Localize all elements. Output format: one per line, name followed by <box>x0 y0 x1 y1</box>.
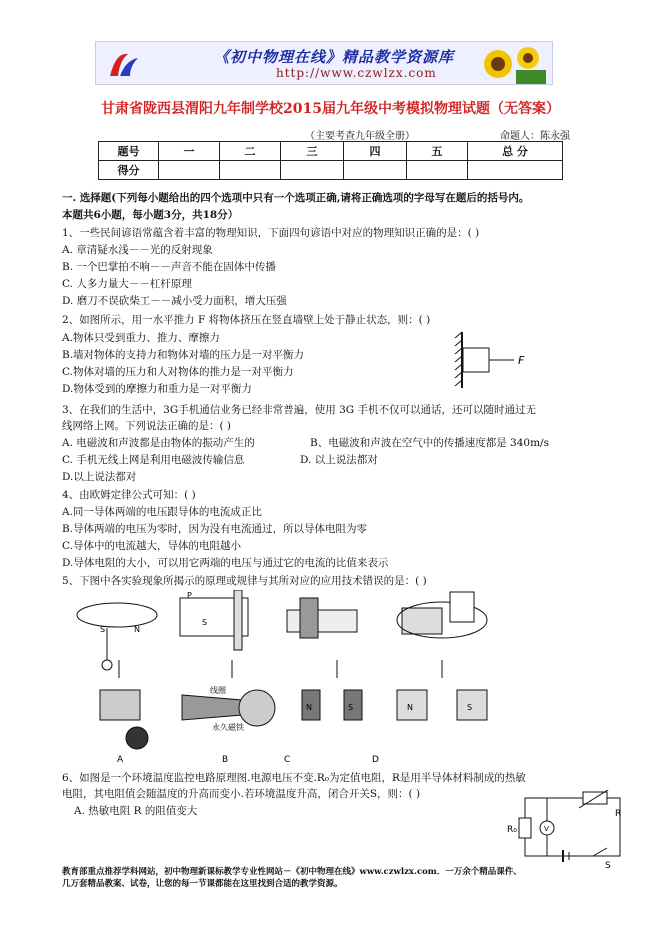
table-cell: 一 <box>159 142 220 161</box>
table-cell: 总 分 <box>468 142 563 161</box>
question-3-option-a: A. 电磁波和声波都是由物体的振动产生的 <box>62 437 255 449</box>
question-1-option-c: C. 人多力量大－－杠杆原理 <box>62 278 192 290</box>
question-6-option-a: A. 热敏电阻 R 的阻值变大 <box>74 805 198 817</box>
document-title: 甘肃省陇西县渭阳九年制学校2015届九年级中考模拟物理试题（无答案） <box>101 101 560 117</box>
fig5-caption-s4: S <box>467 703 473 712</box>
question-2-stem: 2、如图所示，用一水平推力 F 将物体挤压在竖直墙壁上处于静止状态，则：( ) <box>62 314 431 326</box>
circuit-label-v: V <box>544 825 549 833</box>
section-heading: 一. 选择题(下列每小题给出的四个选项中只有一个选项正确,请将正确选项的字母写在题后的括号内。 <box>62 192 530 204</box>
table-cell <box>468 161 563 180</box>
question-4-option-d: D.导体电阻的大小，可以用它两端的电压与通过它的电流的比值来表示 <box>62 557 389 569</box>
score-table <box>98 141 563 180</box>
question-1-stem: 1、一些民间谚语常蕴含着丰富的物理知识，下面四句谚语中对应的物理知识正确的是：( ) <box>62 227 480 239</box>
circuit-label-s: S <box>605 861 611 870</box>
force-label: F <box>518 354 525 367</box>
fig5-caption-n2: N <box>306 703 312 712</box>
fig5-label-d: D <box>372 755 379 765</box>
question-2-option-c: C.物体对墙的压力和人对物体的推力是一对平衡力 <box>62 366 294 378</box>
question-3-option-b: B、电磁波和声波在空气中的传播速度都是 340m/s <box>310 437 549 449</box>
question-1-option-d: D. 磨刀不误砍柴工－－减小受力面积，增大压强 <box>62 295 287 307</box>
fig5-caption-p: P <box>187 591 192 600</box>
fig5-label-a: A <box>117 755 124 765</box>
circuit-figure <box>505 790 630 870</box>
footer-line-1: 教育部重点推荐学科网站，初中物理新课标教学专业性网站－《初中物理在线》www.czwlzx.com．一万余个精品课件、 <box>62 867 522 877</box>
table-cell: 二 <box>220 142 281 161</box>
exam-author: 命题人：陈永强 <box>500 131 570 142</box>
footer <box>62 866 522 890</box>
fig5-caption-s2: S <box>202 618 208 627</box>
question-4-stem: 4、由欧姆定律公式可知：( ) <box>62 489 196 501</box>
table-cell <box>281 161 344 180</box>
table-cell: 题号 <box>99 142 159 161</box>
banner-title: 《初中物理在线》精品教学资源库 <box>214 48 455 66</box>
question-1-option-a: A. 章清疑水浅－－光的反射现象 <box>62 244 213 256</box>
table-row <box>99 161 563 180</box>
circuit-label-r0: R₀ <box>507 825 517 835</box>
circuit-label-r: R <box>615 809 622 819</box>
fig5-caption-coil: 线圈 <box>210 686 226 695</box>
experiment-figures <box>62 590 502 765</box>
fig5-caption-n: N <box>134 625 140 634</box>
site-logo-icon <box>106 46 142 82</box>
wall-block-figure <box>452 330 542 390</box>
table-cell: 得分 <box>99 161 159 180</box>
question-3-option-c: C. 手机无线上网是利用电磁波传输信息 <box>62 454 245 466</box>
table-cell: 四 <box>344 142 407 161</box>
question-6-stem-cont: 电阻，其电阻值会随温度的升高而变小.若环境温度升高，闭合开关S，则：( ) <box>62 788 421 800</box>
section-subheading: 本题共6小题，每小题3分，共18分） <box>62 209 239 221</box>
fig5-caption-s: S <box>100 625 106 634</box>
question-3-option-d2: D.以上说法都对 <box>62 471 137 483</box>
question-3-stem: 3、在我们的生活中，3G手机通信业务已经非常普遍，使用 3G 手机不仅可以通话，还可以随时通过无 <box>62 404 536 416</box>
fig5-label-c: C <box>284 755 291 765</box>
exam-scope: （主要考查九年级全册） <box>305 131 415 142</box>
question-4-option-b: B.导体两端的电压为零时，因为没有电流通过，所以导体电阻为零 <box>62 523 368 535</box>
table-cell <box>407 161 468 180</box>
header-banner <box>95 41 553 85</box>
sunflower-icon <box>476 44 546 84</box>
question-4-option-c: C.导体中的电流越大，导体的电阻越小 <box>62 540 241 552</box>
table-cell <box>220 161 281 180</box>
question-3-option-d: D. 以上说法都对 <box>300 454 378 466</box>
banner-url: http://www.czwlzx.com <box>276 66 437 80</box>
question-4-option-a: A.同一导体两端的电压跟导体的电流成正比 <box>62 506 262 518</box>
table-cell: 三 <box>281 142 344 161</box>
question-2-option-a: A.物体只受到重力、推力、摩擦力 <box>62 332 220 344</box>
fig5-caption-s3: S <box>348 703 354 712</box>
table-cell <box>344 161 407 180</box>
footer-line-2: 几万套精品教案、试卷，让您的每一节课都能在这里找到合适的教学资源。 <box>62 879 343 889</box>
fig5-caption-magnet: 永久磁铁 <box>212 723 244 732</box>
question-5-stem: 5、下图中各实验现象所揭示的原理或规律与其所对应的应用技术错误的是：( ) <box>62 575 427 587</box>
fig5-label-b: B <box>222 755 229 765</box>
table-cell <box>159 161 220 180</box>
table-cell: 五 <box>407 142 468 161</box>
question-2-option-b: B.墙对物体的支持力和物体对墙的压力是一对平衡力 <box>62 349 305 361</box>
question-1-option-b: B. 一个巴掌拍不响－－声音不能在固体中传播 <box>62 261 276 273</box>
question-6-stem: 6、如图是一个环境温度监控电路原理图.电源电压不变.R₀为定值电阻，R是用半导体材料制成的热敏 <box>62 772 526 784</box>
question-2-option-d: D.物体受到的摩擦力和重力是一对平衡力 <box>62 383 252 395</box>
fig5-caption-n3: N <box>407 703 413 712</box>
question-3-stem-cont: 线网络上网。下列说法正确的是：( ) <box>62 420 232 432</box>
table-row <box>99 142 563 161</box>
